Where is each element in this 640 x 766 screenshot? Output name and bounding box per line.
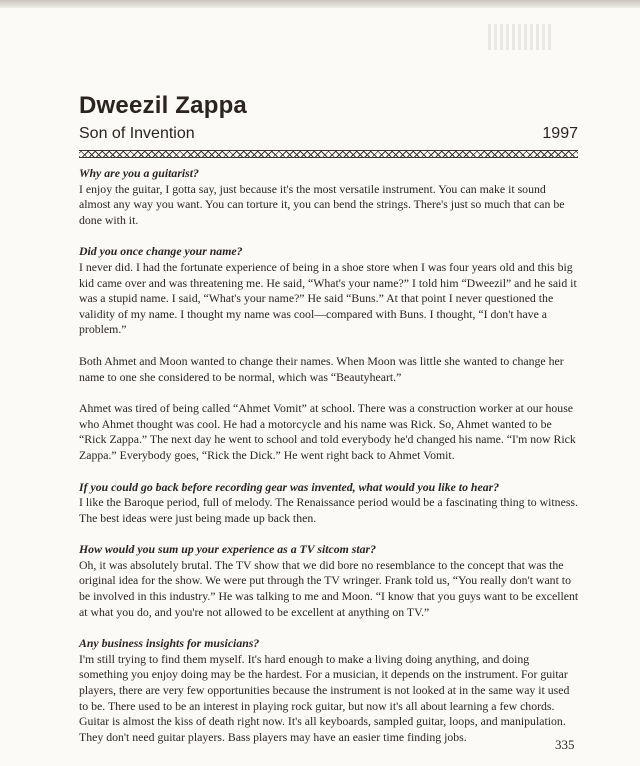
answer-paragraph: Ahmet was tired of being called “Ahmet Vomit” at school. There was a construction worker at our house who Ahmet thought was cool. He had a motorcycle and his name was Rick. So, Ahmet wanted to be “Rick Zappa.” The next day he went to school and told everybody he'd changed his name. “I'm now Rick Zappa.” Everybody goes, “Rick the Dick.” He went right back to Ahmet Vomit.	[79, 401, 576, 462]
qa-section	[79, 636, 579, 745]
question: Why are you a guitarist?	[79, 166, 199, 180]
qa-section	[79, 542, 579, 620]
question: Any business insights for musicians?	[79, 636, 260, 651]
qa-section	[79, 166, 579, 228]
page-edge-shadow	[0, 0, 640, 8]
answer-paragraph: I never did. I had the fortunate experience of being in a shoe store when I was four years old and this big kid came over and was threatening me. He said, “What's your name?” I told him “Dweezil” and he said it was a stupid name. I said, “What's your name?” He said “Buns.” At that point I never questioned the validity of my name. I thought my name was cool—compared with Buns. I thought, “I don't have a problem.”	[79, 259, 577, 337]
bleed-through-text	[488, 24, 552, 50]
interview-body	[79, 166, 579, 761]
article-subtitle: Son of Invention	[79, 125, 195, 142]
question: Did you once change your name?	[79, 244, 243, 259]
subtitle-row	[79, 125, 578, 145]
answer-paragraph: I like the Baroque period, full of melody. The Renaissance period would be a fascinating thing to witness. The best ideas were just being made up back then.	[79, 495, 578, 525]
answer-paragraph: Both Ahmet and Moon wanted to change their names. When Moon was little she wanted to change her name to one she considered to be normal, which was “Beautyheart.”	[79, 353, 564, 384]
article-year: 1997	[542, 125, 578, 142]
decorative-rule	[79, 150, 578, 158]
qa-section	[79, 480, 579, 527]
article-title: Dweezil Zappa	[79, 92, 247, 119]
answer-paragraph: Oh, it was absolutely brutal. The TV show that we did bore no resemblance to the concept that was the original idea for the show. We were put through the TV wringer. Frank told us, “You really don't want to be involved in this industry.” He was talking to me and Moon. “I know that you guys want to be excellent at what you do, and you're not allowed to be excellent at anything on TV.”	[79, 557, 579, 619]
question: If you could go back before recording gear was invented, what would you like to hear?	[79, 479, 500, 494]
answer-paragraph: I'm still trying to find them myself. It's hard enough to make a living doing anything, and doing something you enjoy doing may be the hardest. For a musician, it depends on the instrument. For guitar players, there are very few opportunities because the instrument is not looked at in the same way it used to be. There used to be an interest in playing rock guitar, but now it's all about learning a few chords. Guitar is almost the kiss of death right now. It's all keyboards, sampled guitar, loops, and manipulation. They don't need guitar players. Bass players may have an easier time finding jobs.	[79, 651, 570, 744]
page-number: 335	[555, 737, 575, 752]
answer-paragraph: I enjoy the guitar, I gotta say, just because it's the most versatile instrument. You can make it sound almost any way you want. You can torture it, you can bend the strings. There's just so much that can be done with it.	[79, 181, 565, 227]
qa-section	[79, 244, 579, 463]
question: How would you sum up your experience as a TV sitcom star?	[79, 542, 377, 557]
